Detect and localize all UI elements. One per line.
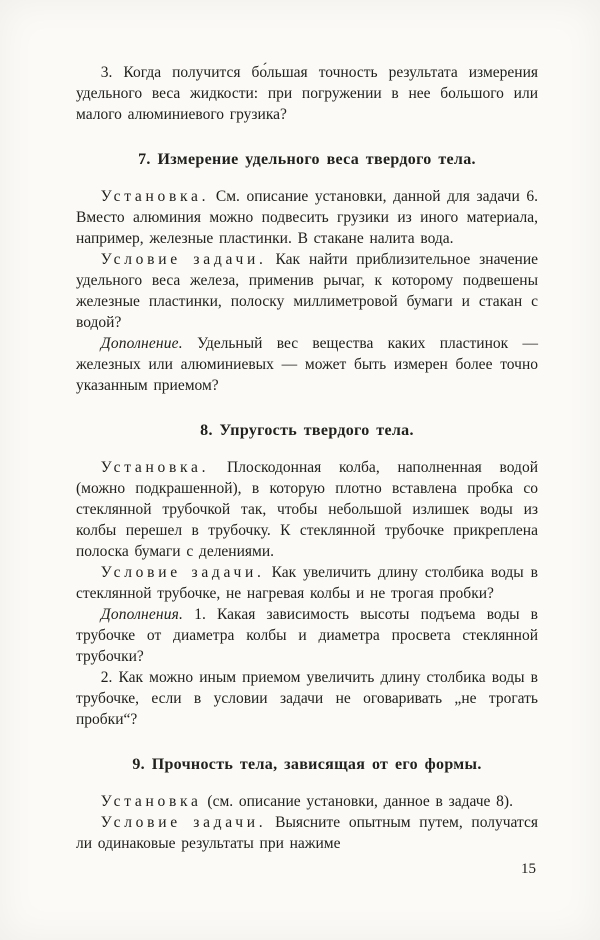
addendum-text-2: 2. Как можно иным приемом увеличить длину столбика воды в трубочке, если в условии задачи не оговаривать „не трогать пробки“? [76, 669, 538, 728]
condition-label: Условие задачи. [100, 564, 265, 581]
section-9-setup-paragraph [76, 791, 538, 812]
condition-text: Как найти приблизительное значение удельного веса железа, применив рычаг, к которому подвешены железные пластинки, полоску миллиметровой бумаги и стакан с водой? [76, 251, 538, 331]
section-8-heading: 8. Упругость твердого тела. [200, 422, 414, 439]
setup-label: Установка. [100, 459, 210, 476]
section-7-setup-paragraph [76, 186, 538, 249]
setup-text: Плоскодонная колба, наполненная водой (можно подкрашенной), в которую плотно вставлена пробка со стеклянной трубочкой так, чтобы небольшой излишек воды из колбы перешел в трубочку. К стеклянной трубочке прикреплена полоска бумаги с делениями. [76, 459, 538, 560]
setup-text: См. описание установки, данной для задачи 6. Вместо алюминия можно подвесить грузики из иного материала, например, железные пластинки. В стакане налита вода. [76, 188, 538, 247]
setup-label: Установка. [100, 188, 210, 205]
section-9-heading: 9. Прочность тела, зависящая от его формы. [132, 756, 482, 773]
section-7-addendum-paragraph [76, 333, 538, 396]
setup-text: (см. описание установки, данное в задаче 8). [207, 793, 513, 810]
paragraph-question-3 [76, 62, 538, 125]
setup-label: Установка [100, 793, 202, 810]
section-8-addendum-paragraph-2 [76, 667, 538, 730]
section-7-condition-paragraph [76, 249, 538, 333]
condition-text: Как увеличить длину столбика воды в стеклянной трубочке, не нагревая колбы и не трогая пробки? [76, 564, 538, 602]
page-number: 15 [521, 861, 536, 877]
condition-label: Условие задачи. [100, 251, 267, 268]
section-9-condition-paragraph [76, 812, 538, 854]
addendum-text: Удельный вес вещества каких пластинок — железных или алюминиевых — может быть измерен более точно указанным приемом? [76, 335, 538, 394]
addendum-label: Дополнения. [100, 606, 184, 623]
section-8-addendum-paragraph-1 [76, 604, 538, 667]
section-8-setup-paragraph [76, 457, 538, 562]
question-3-text: 3. Когда получится бо́льшая точность результата измерения удельного веса жидкости: при погружении в нее большого или малого алюминиевого грузика? [76, 64, 538, 123]
condition-text: Выясните опытным путем, получатся ли одинаковые результаты при нажиме [76, 814, 538, 852]
addendum-text-1: 1. Какая зависимость высоты подъема воды в трубочке от диаметра колбы и диаметра просвета стеклянной трубочки? [76, 606, 538, 665]
addendum-label: Дополнение. [100, 335, 183, 352]
condition-label: Условие задачи. [100, 814, 267, 831]
section-8-condition-paragraph [76, 562, 538, 604]
section-7-heading: 7. Измерение удельного веса твердого тела. [138, 151, 476, 168]
